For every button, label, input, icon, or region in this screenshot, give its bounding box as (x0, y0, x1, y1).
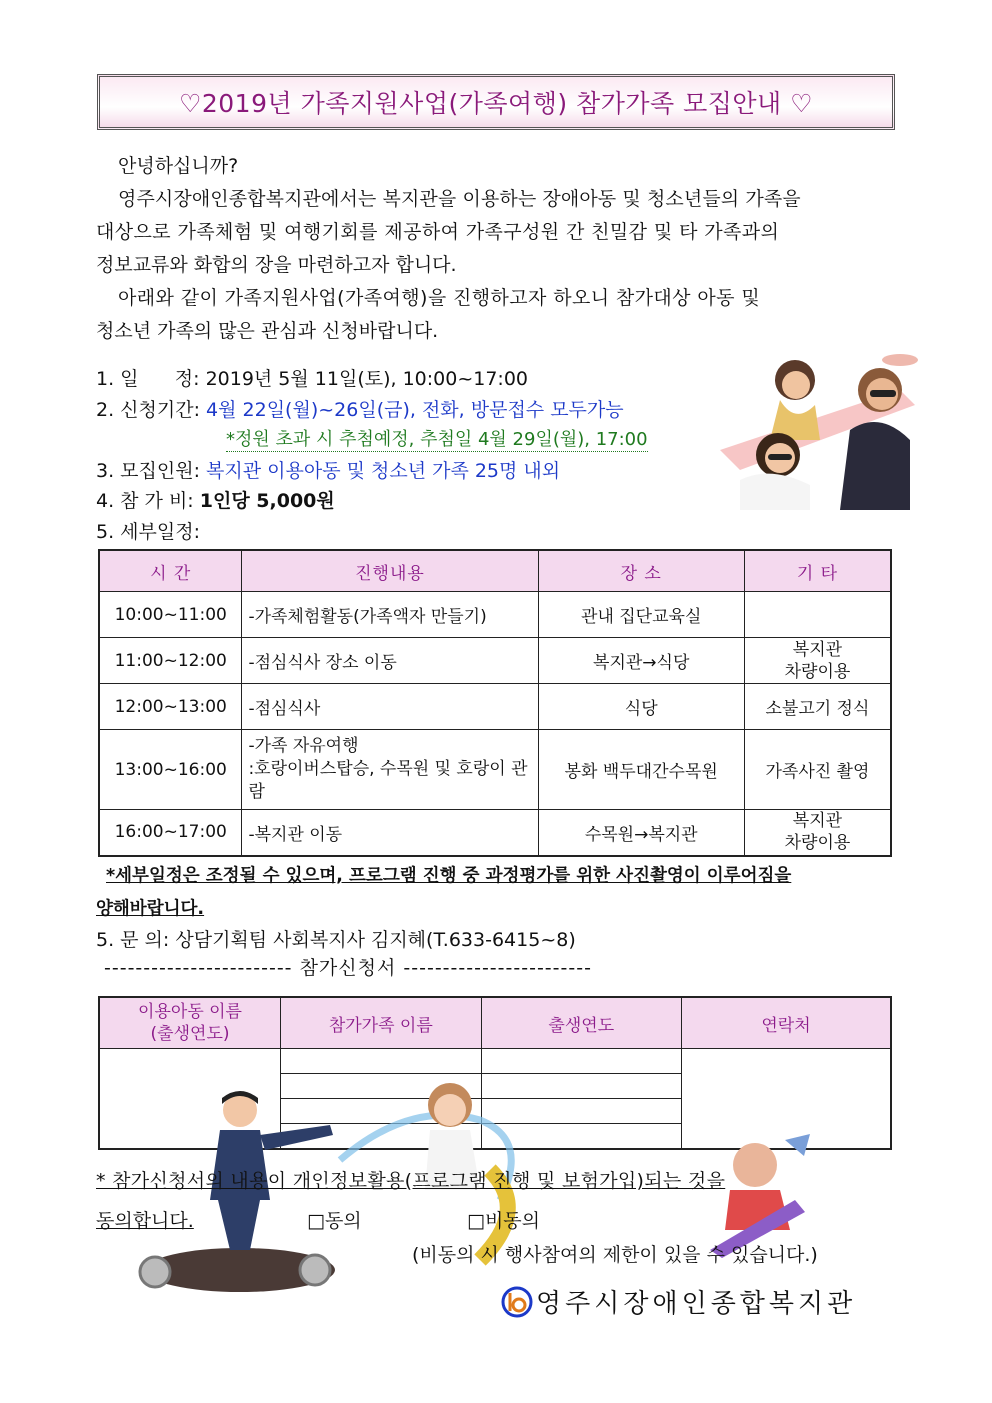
table-row (99, 684, 891, 730)
table-row (99, 592, 891, 638)
businessman-illustration (130, 1090, 340, 1300)
schedule-table (98, 549, 892, 857)
row-content: -점심식사 장소 이동 (242, 638, 538, 684)
row-etc: 가족사진 촬영 (744, 730, 891, 810)
contact-row: 5. 문 의: 상담기획팀 사회복지사 김지혜(T.633-6415~8) (96, 929, 576, 951)
intro-line: 영주시장애인종합복지관에서는 복지관을 이용하는 장애아동 및 청소년들의 가족을 (118, 188, 801, 210)
header-content: 진행내용 (242, 550, 538, 592)
row-place: 복지관→식당 (538, 638, 744, 684)
organization-name: 영주시장애인종합복지관 (536, 1289, 857, 1319)
table-row (99, 730, 891, 810)
apply-note: *정원 초과 시 추첨예정, 추첨일 4월 29일(월), 17:00 (226, 425, 648, 452)
header-etc: 기 타 (744, 550, 891, 592)
apply-label: 2. 신청기간: (96, 399, 200, 421)
consent-line2-row (96, 1206, 194, 1233)
row-time: 12:00~13:00 (99, 684, 242, 730)
title-banner (97, 74, 895, 130)
family-photo (700, 330, 930, 510)
row-place: 봉화 백두대간수목원 (538, 730, 744, 810)
agree-checkbox[interactable]: □동의 (307, 1210, 362, 1232)
intro-line: 대상으로 가족체험 및 여행기회를 제공하여 가족구성원 간 친밀감 및 타 가족과의 (96, 221, 780, 243)
consent-agree-text: 동의합니다. (96, 1210, 194, 1232)
row-time: 16:00~17:00 (99, 810, 242, 856)
recruit-label: 3. 모집인원: (96, 460, 200, 482)
fee-value: 1인당 5,000원 (199, 490, 335, 512)
row-content: -가족 자유여행 :호랑이버스탑승, 수목원 및 호랑이 관람 (242, 730, 538, 810)
header-contact: 연락처 (682, 997, 891, 1049)
row-content: -점심식사 (242, 684, 538, 730)
fee-label: 4. 참 가 비: (96, 490, 194, 512)
disagree-checkbox[interactable]: □비동의 (467, 1210, 541, 1232)
form-header-row (99, 997, 891, 1049)
row-etc: 소불고기 정식 (744, 684, 891, 730)
row-content: -복지관 이동 (242, 810, 538, 856)
row-place: 식당 (538, 684, 744, 730)
schedule-label: 5. 세부일정: (96, 521, 200, 543)
consent-text: * 참가신청서의 내용이 개인정보활용(프로그램 진행 및 보험가입)되는 것을 (96, 1170, 726, 1192)
row-etc: 복지관 차량이용 (744, 810, 891, 856)
consent-line1 (96, 1166, 898, 1193)
row-time: 10:00~11:00 (99, 592, 242, 638)
organization-logo (500, 1285, 534, 1319)
apply-period-row (96, 395, 624, 422)
header-birth-year: 출생연도 (481, 997, 681, 1049)
date-label: 1. 일 정: (96, 368, 200, 390)
page-title: ♡2019년 가족지원사업(가족여행) 참가가족 모집안내 ♡ (178, 89, 814, 118)
intro-line: 청소년 가족의 많은 관심과 신청바랍니다. (96, 320, 439, 342)
row-place: 수목원→복지관 (538, 810, 744, 856)
row-time: 13:00~16:00 (99, 730, 242, 810)
date-value: 2019년 5월 11일(토), 10:00~17:00 (205, 368, 529, 390)
intro-line: 아래와 같이 가족지원사업(가족여행)을 진행하고자 하오니 참가대상 아동 및 (118, 287, 761, 309)
form-divider: ------------------------ 참가신청서 ------------------------ (104, 957, 592, 979)
row-content: -가족체험활동(가족액자 만들기) (242, 592, 538, 638)
schedule-note-line1: *세부일정은 조정될 수 있으며, 프로그램 진행 중 과정평가를 위한 사진촬영이 이루어짐을 (106, 866, 792, 886)
header-time: 시 간 (99, 550, 242, 592)
organization-signature (500, 1283, 856, 1320)
schedule-note-line2: 양해바랍니다. (96, 899, 205, 919)
row-place: 관내 집단교육실 (538, 592, 744, 638)
intro-line: 정보교류와 화합의 장을 마련하고자 합니다. (96, 254, 457, 276)
apply-value: 4월 22일(월)~26일(금), 전화, 방문접수 모두가능 (206, 399, 624, 421)
intro-line: 안녕하십니까? (118, 155, 239, 177)
header-child-name: 이용아동 이름 (출생연도) (99, 997, 281, 1049)
header-family-name: 참가가족 이름 (281, 997, 481, 1049)
recruit-row (96, 456, 560, 483)
intro-paragraph (96, 150, 898, 348)
schedule-header-row (99, 550, 891, 592)
row-etc (744, 592, 891, 638)
date-row (96, 364, 528, 391)
table-row (99, 638, 891, 684)
table-row (99, 810, 891, 856)
row-etc: 복지관 차량이용 (744, 638, 891, 684)
recruit-value: 복지관 이용아동 및 청소년 가족 25명 내외 (206, 460, 561, 482)
consent-note: (비동의 시 행사참여의 제한이 있을 수 있습니다.) (412, 1244, 818, 1266)
row-time: 11:00~12:00 (99, 638, 242, 684)
fee-row (96, 486, 335, 513)
header-place: 장 소 (538, 550, 744, 592)
